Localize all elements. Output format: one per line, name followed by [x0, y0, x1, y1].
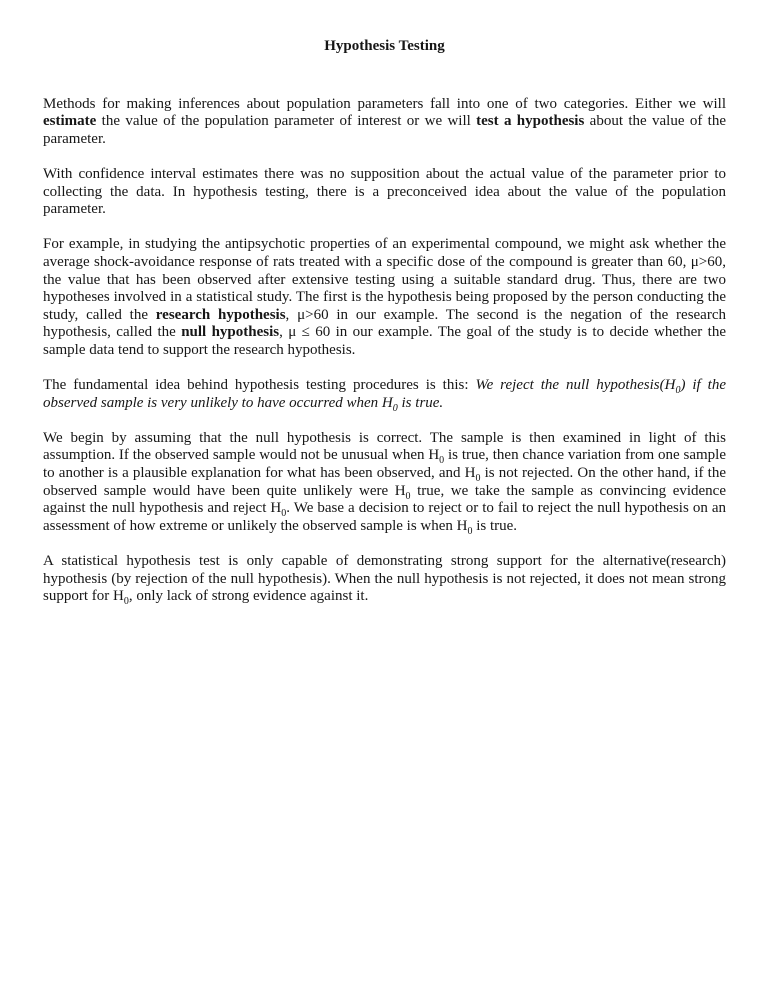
document-content: [43, 38, 726, 623]
paragraph-categories-of-inference: Methods for making inferences about population parameters fall into one of two categories. Either we will estimate the value of the population parameter of interest or we will test a hypothesis about the value of the parameter.: [43, 95, 726, 147]
document-title: Hypothesis Testing: [324, 38, 445, 54]
paragraph-assume-null-correct: We begin by assuming that the null hypothesis is correct. The sample is then examined in light of this assumption. If the observed sample would not be unusual when $H_0$ is true, then chance variation from one sample to another is a plausible explanation for what has been observed, and $H_0$ is not rejected. On the other hand, if the observed sample would have been quite unlikely were $H_0$ true, we take the sample as convincing evidence against the null hypothesis and reject $H_0$. We base a decision to reject or to fail to reject the null hypothesis on an assessment of how extreme or unlikely the observed sample is when $H_0$ is true.: [43, 429, 727, 537]
paragraph-fundamental-idea: The fundamental idea behind hypothesis testing procedures is this: We reject the null $hypothesis(H_0)$ if the observed sample is very unlikely to have occurred when $H_0$ is true.: [43, 377, 726, 414]
paragraph-example-antipsychotic: For example, in studying the antipsychotic properties of an experimental compound, we might ask whether the average shock-avoidance response of rats treated with a specific dose of the compound is greater than 60, μ>60, the value that has been observed after extensive testing using a suitable standard drug. Thus, there are two hypotheses involved in a statistical study. The first is the hypothesis being proposed by the person conducting the study, called the research hypothesis, μ>60 in our example. The second is the negation of the research hypothesis, called the null hypothesis, μ ≤ 60 in our example. The goal of the study is to decide whether the sample data tend to support the research hypothesis.: [43, 236, 726, 358]
paragraph-strong-support: A statistical hypothesis test is only capable of demonstrating strong support for the alternative(research) hypothesis (by rejection of the null hypothesis). When the null hypothesis is not rejected, it does not mean strong support for $H_0$, only lack of strong evidence against it.: [43, 553, 726, 608]
paragraph-confidence-vs-hypothesis: With confidence interval estimates there was no supposition about the actual value of the parameter prior to collecting the data. In hypothesis testing, there is a preconceived idea about the value of the population parameter.: [43, 165, 726, 218]
document-body: [43, 96, 726, 606]
